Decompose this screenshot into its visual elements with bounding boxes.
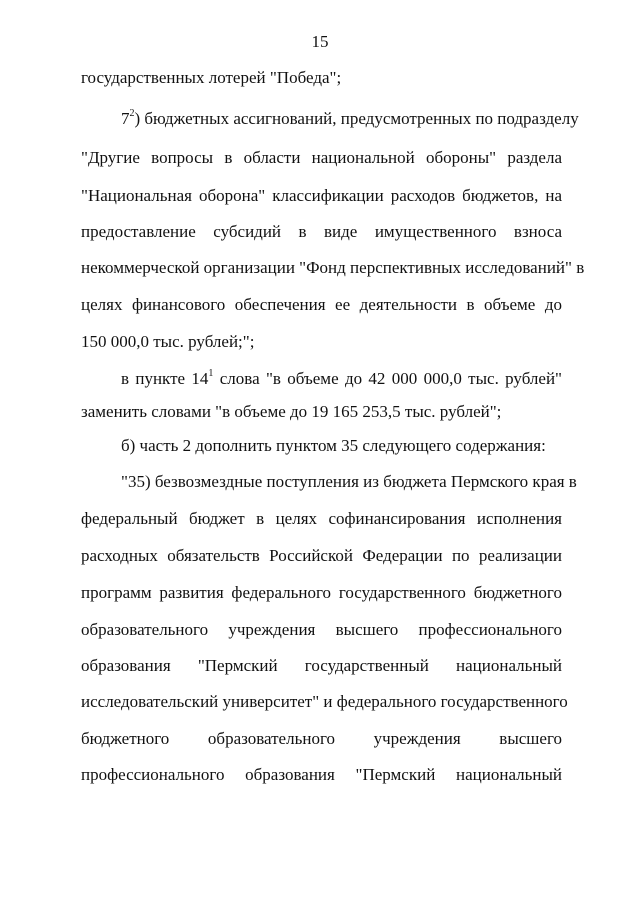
text-line: заменить словами "в объеме до 19 165 253,5 тыс. рублей"; bbox=[81, 402, 502, 421]
text-line: некоммерческой организации "Фонд перспективных исследований" в bbox=[81, 258, 585, 277]
text-line: предоставление субсидий в виде имущественного взноса bbox=[81, 222, 562, 241]
text-line: бюджетного образовательного учреждения высшего bbox=[81, 729, 562, 748]
text-line: государственных лотерей "Победа"; bbox=[81, 68, 342, 87]
text-line: федеральный бюджет в целях софинансирования исполнения bbox=[81, 509, 562, 528]
text-line: программ развития федерального государственного бюджетного bbox=[81, 583, 562, 602]
item-number: 7 bbox=[121, 109, 130, 128]
page-number: 15 bbox=[311, 32, 329, 51]
text-line: 150 000,0 тыс. рублей;"; bbox=[81, 332, 255, 351]
text-line: образования "Пермский государственный национальный bbox=[81, 656, 562, 675]
text-line: "35) безвозмездные поступления из бюджета Пермского края в bbox=[121, 472, 577, 491]
text-fragment: ) бюджетных ассигнований, предусмотренных по подразделу bbox=[134, 109, 579, 128]
text-line: профессионального образования "Пермский национальный bbox=[81, 765, 562, 784]
text-line bbox=[121, 369, 562, 389]
text-line: "Национальная оборона" классификации расходов бюджетов, на bbox=[81, 186, 562, 205]
text-line: целях финансового обеспечения ее деятельности в объеме до bbox=[81, 295, 562, 314]
text-line: "Другие вопросы в области национальной обороны" раздела bbox=[81, 148, 562, 167]
text-fragment: в пункте bbox=[121, 369, 192, 388]
item-number: 14 bbox=[191, 369, 209, 388]
text-line: образовательного учреждения высшего профессионального bbox=[81, 620, 562, 639]
text-fragment: слова "в объеме до 42 000 000,0 тыс. рублей" bbox=[213, 369, 562, 388]
text-line: б) часть 2 дополнить пунктом 35 следующего содержания: bbox=[121, 436, 546, 455]
superscript: 1 bbox=[208, 368, 214, 380]
superscript: 2 bbox=[129, 108, 135, 120]
text-line: расходных обязательств Российской Федерации по реализации bbox=[81, 546, 562, 565]
text-line: исследовательский университет" и федерального государственного bbox=[81, 692, 568, 711]
text-line bbox=[121, 108, 579, 129]
